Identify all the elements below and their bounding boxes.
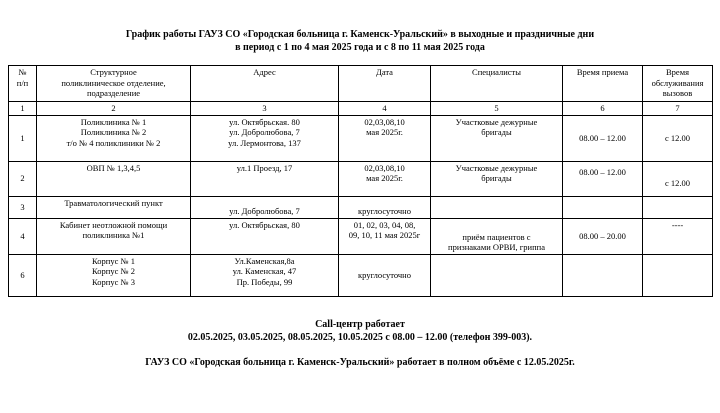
header-num: № п/п — [9, 66, 37, 102]
row-address: Ул.Каменская,8а ул. Каменская, 47 Пр. Победы, 99 — [191, 254, 339, 296]
table-row — [9, 115, 713, 161]
callcenter-block — [0, 318, 720, 344]
table-row — [9, 196, 713, 218]
row-date: 01, 02, 03, 04, 08, 09, 10, 11 мая 2025г — [339, 218, 431, 254]
row-dept: Корпус № 1 Корпус № 2 Корпус № 3 — [37, 254, 191, 296]
header-row — [9, 66, 713, 102]
col-number: 2 — [37, 102, 191, 116]
header-specialists: Специалисты — [431, 66, 563, 102]
row-address: ул.1 Проезд, 17 — [191, 161, 339, 196]
row-dept: Поликлиника № 1 Поликлиника № 2 т/о № 4 поликлиники № 2 — [37, 115, 191, 161]
callcenter-title: Call-центр работает — [315, 319, 405, 330]
row-calls: с 12.00 — [643, 115, 713, 161]
row-num: 3 — [9, 196, 37, 218]
row-address: ул. Октябрьская, 80 — [191, 218, 339, 254]
row-specialists: приём пациентов с признаками ОРВИ, гриппа — [431, 218, 563, 254]
row-address: ул. Добролюбова, 7 — [191, 196, 339, 218]
row-reception — [563, 196, 643, 218]
row-date: 02,03,08,10 мая 2025г. — [339, 115, 431, 161]
row-num: 6 — [9, 254, 37, 296]
row-dept: Кабинет неотложной помощи поликлиника №1 — [37, 218, 191, 254]
row-date: круглосуточно — [339, 254, 431, 296]
row-num: 2 — [9, 161, 37, 196]
row-calls: ---- — [643, 218, 713, 254]
col-number: 6 — [563, 102, 643, 116]
callcenter-dates: 02.05.2025, 03.05.2025, 08.05.2025, 10.05.2025 с 08.00 – 12.00 (телефон 399-003). — [187, 332, 533, 343]
row-reception: 08.00 – 20.00 — [563, 218, 643, 254]
row-specialists: Участковые дежурные бригады — [431, 115, 563, 161]
col-number: 7 — [643, 102, 713, 116]
schedule-table — [8, 65, 713, 297]
header-address: Адрес — [191, 66, 339, 102]
header-date: Дата — [339, 66, 431, 102]
row-address: ул. Октябрьская. 80 ул. Добролюбова, 7 ул. Лермонтова, 137 — [191, 115, 339, 161]
table-row — [9, 161, 713, 196]
col-number: 4 — [339, 102, 431, 116]
row-reception: 08.00 – 12.00 — [563, 161, 643, 196]
table-row — [9, 254, 713, 296]
row-calls — [643, 254, 713, 296]
row-num: 4 — [9, 218, 37, 254]
header-calls: Время обслуживания вызовов — [643, 66, 713, 102]
row-reception: 08.00 – 12.00 — [563, 115, 643, 161]
col-number: 5 — [431, 102, 563, 116]
row-specialists — [431, 254, 563, 296]
row-date: 02,03,08,10 мая 2025г. — [339, 161, 431, 196]
row-specialists: Участковые дежурные бригады — [431, 161, 563, 196]
title-line-2: в период с 1 по 4 мая 2025 года и с 8 по 11 мая 2025 года — [235, 42, 485, 53]
full-operation-note: ГАУЗ СО «Городская больница г. Каменск-Уральский» работает в полном объёме с 12.05.2025г. — [145, 357, 575, 368]
row-reception — [563, 254, 643, 296]
row-calls: с 12.00 — [643, 161, 713, 196]
row-calls — [643, 196, 713, 218]
header-reception: Время приема — [563, 66, 643, 102]
table-row — [9, 218, 713, 254]
col-number: 3 — [191, 102, 339, 116]
col-number: 1 — [9, 102, 37, 116]
column-number-row — [9, 102, 713, 116]
row-specialists — [431, 196, 563, 218]
header-dept: Структурное поликлиническое отделение, подразделение — [37, 66, 191, 102]
document-title — [0, 28, 720, 54]
row-dept: Травматологический пункт — [37, 196, 191, 218]
row-num: 1 — [9, 115, 37, 161]
title-line-1: График работы ГАУЗ СО «Городская больница г. Каменск-Уральский» в выходные и праздничные дни — [125, 29, 595, 40]
row-dept: ОВП № 1,3,4,5 — [37, 161, 191, 196]
row-date: круглосуточно — [339, 196, 431, 218]
